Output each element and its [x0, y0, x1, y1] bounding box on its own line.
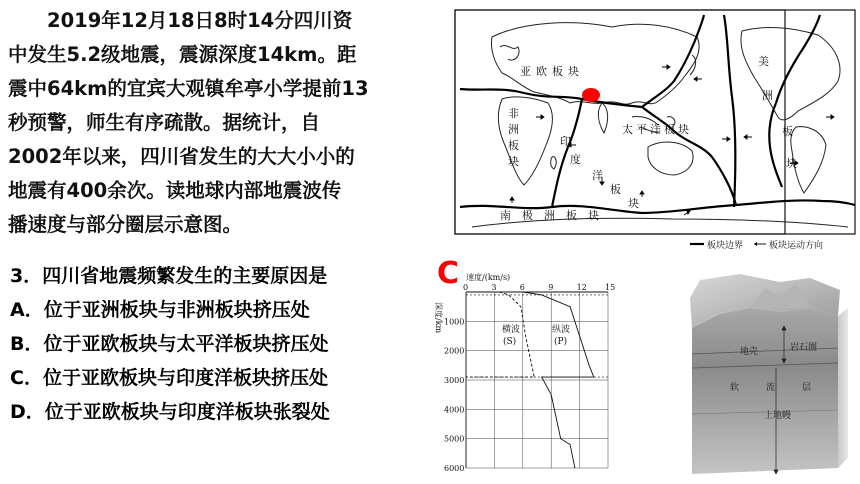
pacific-label-4: 板 — [664, 123, 675, 136]
passage-line: 2002年以来，四川省发生的大大小小的 — [8, 145, 355, 168]
indian-label-3: 洋 — [592, 169, 603, 182]
eurasian-label-3: 板 — [552, 65, 563, 78]
chart-x-tick-label: 6 — [519, 283, 525, 292]
option-d[interactable]: D．位于亚欧板块与印度洋板块张裂处 — [10, 401, 330, 423]
american-label-4: 块 — [786, 157, 797, 170]
question-stem: 3．四川省地震频繁发生的主要原因是 — [10, 265, 328, 287]
pacific-label-3: 洋 — [650, 123, 661, 136]
indian-label-1: 印 — [560, 135, 571, 148]
s-wave-line — [466, 292, 534, 377]
pacific-label-5: 块 — [678, 123, 689, 136]
motion-legend-label: 板块运动方向 — [769, 241, 824, 251]
chart-y-tick-label: 5000 — [444, 434, 465, 444]
asthenosphere-label-2: 流 — [766, 383, 776, 393]
wave-speed-chart — [430, 272, 630, 484]
plate-map-svg — [452, 7, 858, 253]
block-front-face — [692, 308, 838, 474]
chart-x-tick-label: 15 — [605, 283, 616, 292]
eurasian-label-1: 亚 — [520, 65, 531, 78]
boundary-legend-label: 板块边界 — [707, 241, 744, 251]
lithosphere-label: 岩石圈 — [790, 343, 818, 353]
chart-grid — [466, 292, 608, 468]
african-label-3: 板 — [508, 139, 519, 152]
pacific-label-2: 平 — [636, 123, 647, 136]
passage-line: 2019年12月18日8时14分四川资 — [47, 9, 353, 32]
pacific-label-1: 太 — [622, 123, 633, 136]
african-label-1: 非 — [508, 107, 519, 120]
indian-label-4: 板 — [610, 183, 621, 196]
sichuan-marker — [582, 88, 600, 102]
eurasian-label-2: 欧 — [536, 65, 547, 78]
earth-layers-svg — [680, 268, 852, 478]
option-b[interactable]: B．位于亚欧板块与太平洋板块挤压处 — [10, 333, 329, 355]
earth-layers-diagram — [680, 268, 852, 478]
option-a[interactable]: A．位于亚洲板块与非洲板块挤压处 — [10, 299, 310, 321]
wave-speed-chart-svg — [430, 272, 630, 484]
eurasian-label-4: 块 — [568, 65, 579, 78]
option-c[interactable]: C．位于亚欧板块与印度洋板块挤压处 — [10, 367, 328, 389]
question-block — [10, 260, 440, 430]
crust-label: 地壳 — [740, 347, 759, 357]
passage-line: 中发生5.2级地震，震源深度14km。距 — [8, 43, 357, 66]
answer-letter: C — [437, 256, 460, 291]
chart-y-tick-label: 6000 — [444, 464, 465, 473]
passage-line: 播速度与部分圈层示意图。 — [8, 213, 243, 236]
chart-x-tick-label: 9 — [548, 283, 554, 292]
block-side-face — [838, 308, 848, 468]
chart-y-tick-label: 1000 — [444, 317, 465, 327]
s-wave-label: 横波 — [502, 325, 521, 335]
american-label-1: 美 — [758, 55, 769, 68]
plate-map — [452, 7, 858, 253]
african-label-2: 洲 — [508, 123, 519, 136]
african-label-4: 块 — [508, 155, 519, 168]
chart-x-tick-label: 12 — [576, 283, 587, 292]
asthenosphere-label-3: 层 — [802, 383, 812, 393]
chart-y-tick-label: 4000 — [444, 405, 465, 415]
indian-label-2: 度 — [570, 153, 581, 166]
chart-x-tick-label: 3 — [491, 283, 497, 292]
chart-x-axis-label: 速度/(km/s) — [466, 273, 511, 282]
s-wave-label-2: (S) — [503, 337, 517, 347]
passage-line: 地震有400余次。读地球内部地震波传 — [8, 179, 342, 202]
indian-label-5: 块 — [628, 197, 639, 210]
passage-line: 秒预警，师生有序疏散。据统计，自 — [8, 111, 321, 134]
american-label-3: 板 — [782, 125, 793, 138]
p-wave-label-2: (P) — [554, 337, 568, 347]
map-legend — [690, 239, 823, 251]
passage — [8, 4, 440, 242]
motion-legend-arrowhead — [754, 242, 757, 246]
asthenosphere-label-1: 软 — [730, 383, 740, 393]
antarctic-label: 南 极 洲 板 块 — [500, 209, 599, 222]
chart-x-tick-label: 0 — [463, 283, 469, 292]
chart-y-tick-label: 2000 — [444, 346, 465, 356]
chart-y-axis-label: 深度/km — [434, 302, 443, 334]
chart-ticks — [444, 283, 615, 473]
chart-y-tick-label: 3000 — [444, 376, 465, 385]
upper-mantle-label: 上地幔 — [764, 411, 792, 421]
passage-line: 震中64km的宜宾大观镇牟亭小学提前13 — [8, 77, 369, 100]
p-wave-label: 纵波 — [552, 325, 571, 335]
american-label-2: 洲 — [762, 89, 773, 102]
